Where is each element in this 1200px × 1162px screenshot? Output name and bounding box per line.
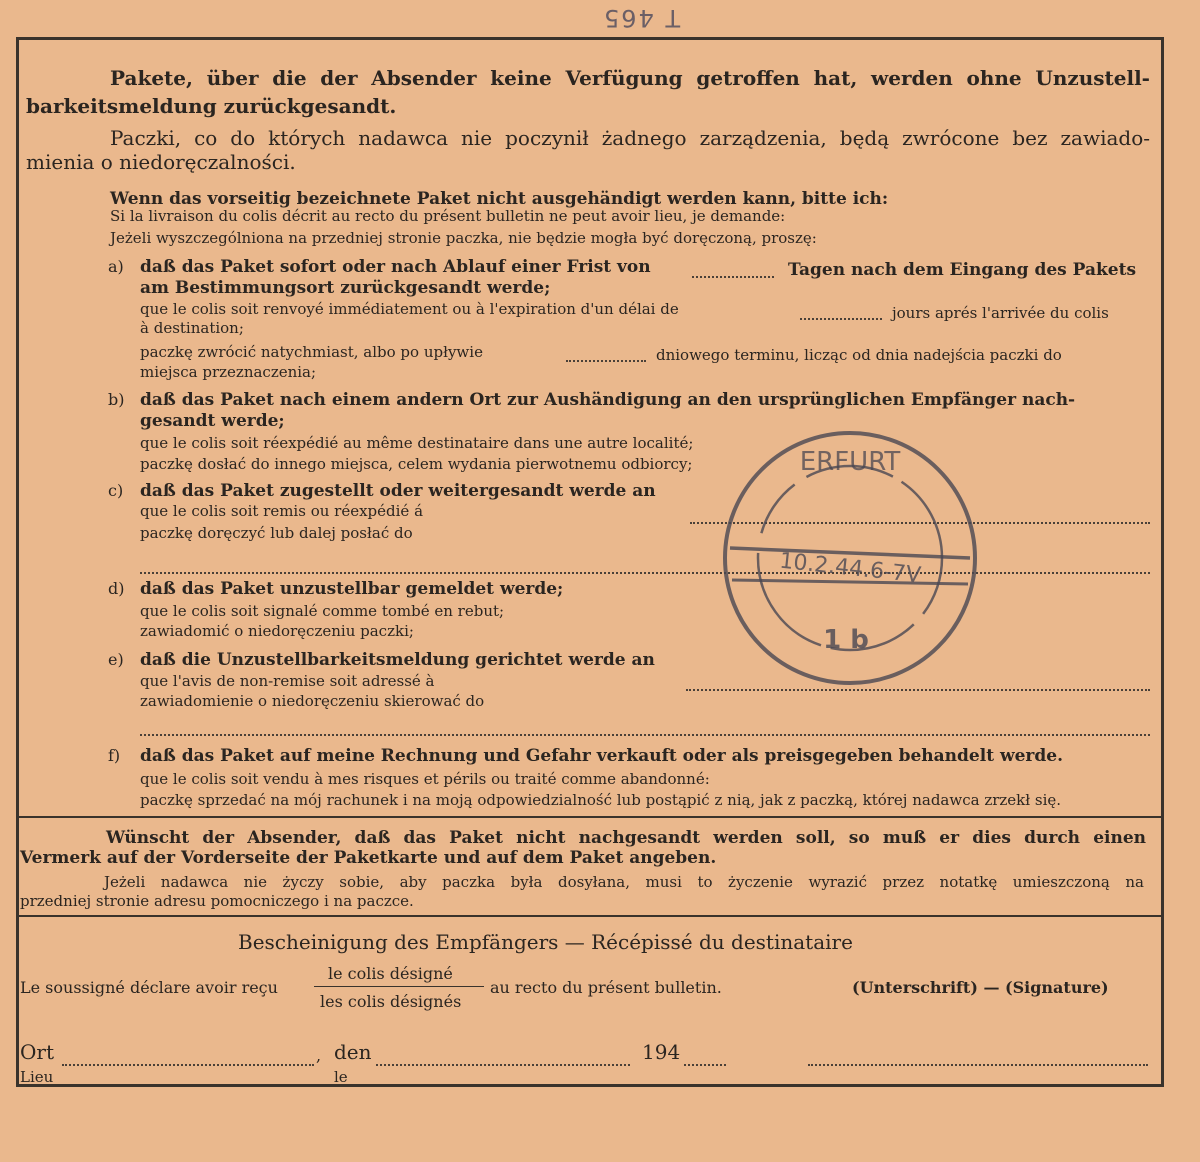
option-b-de-2: gesandt werde; <box>140 411 285 431</box>
option-e-de: daß die Unzustellbarkeitsmeldung gerichtet werde an <box>140 650 655 670</box>
option-b-pl: paczkę dosłać do innego miejsca, celem wydania pierwotnemu odbiorcy; <box>140 455 693 473</box>
option-d-letter: d) <box>108 579 125 598</box>
option-c-letter: c) <box>108 481 124 500</box>
option-e-pl: zawiadomienie o niedoręczeniu skierować do <box>140 692 485 710</box>
receipt-year-prefix: 194 <box>642 1040 681 1064</box>
receipt-title: Bescheinigung des Empfängers — Récépissé du destinataire <box>238 930 853 954</box>
option-f-fr: que le colis soit vendu à mes risques et périls ou traité comme abandonné: <box>140 770 710 788</box>
option-e-address-line-2[interactable] <box>140 734 1150 736</box>
option-a-pl-days-field[interactable] <box>566 360 646 362</box>
instructions-intro-pl: Jeżeli wyszczególniona na przedniej stronie paczka, nie będzie mogła być doręczoną, proszę: <box>110 229 817 247</box>
receipt-comma: , <box>316 1046 322 1065</box>
notice-de-line1: Pakete, über die der Absender keine Verfügung getroffen hat, werden ohne Unzustell- <box>110 66 1150 90</box>
receipt-signature-label: (Unterschrift) — (Signature) <box>852 978 1109 997</box>
postmark-stamp <box>722 430 978 686</box>
receipt-recto: au recto du présent bulletin. <box>490 978 722 997</box>
option-e-fr: que l'avis de non-remise soit adressé à <box>140 672 435 690</box>
option-a-letter: a) <box>108 257 124 276</box>
receipt-le-label: le <box>334 1068 348 1086</box>
option-a-fr-days-field[interactable] <box>800 318 882 320</box>
option-a-de-1b: Tagen nach dem Eingang des Pakets <box>788 260 1137 280</box>
option-a-fr-2: à destination; <box>140 319 244 337</box>
postmark-code: 1 b <box>823 625 869 655</box>
section-divider-1 <box>18 816 1162 818</box>
sender-notice-de-2: Vermerk auf der Vorderseite der Paketkarte und auf dem Paket angeben. <box>20 848 717 868</box>
option-b-fr: que le colis soit réexpédié au même destinataire dans une autre localité; <box>140 434 694 452</box>
receipt-frac-bottom: les colis désignés <box>320 992 462 1011</box>
notice-de-line2: barkeitsmeldung zurückgesandt. <box>26 94 397 118</box>
option-b-de-1: daß das Paket nach einem andern Ort zur Aushändigung an den ursprünglichen Empfänger nach- <box>140 390 1076 410</box>
option-c-pl: paczkę doręczyć lub dalej posłać do <box>140 524 413 542</box>
receipt-declare: Le soussigné déclare avoir reçu <box>20 978 278 997</box>
option-d-de: daß das Paket unzustellbar gemeldet werde; <box>140 579 564 599</box>
postmark-place: ERFURT <box>799 447 901 477</box>
sender-notice-pl-2: przedniej stronie adresu pomocniczego i na paczce. <box>20 892 414 910</box>
option-b-letter: b) <box>108 390 125 409</box>
notice-pl-line2: mienia o niedoręczalności. <box>26 150 296 174</box>
option-a-days-field[interactable] <box>692 276 774 278</box>
option-a-pl-1b: dniowego terminu, licząc od dnia nadejścia paczki do <box>656 346 1062 364</box>
option-a-fr-1: que le colis soit renvoyé immédiatement ou à l'expiration d'un délai de <box>140 300 679 318</box>
option-e-letter: e) <box>108 650 124 669</box>
option-e-address-line-1[interactable] <box>686 689 1150 691</box>
receipt-place-field[interactable] <box>62 1064 314 1066</box>
sender-notice-pl-1: Jeżeli nadawca nie życzy sobie, aby paczka była dosyłana, musi to życzenie wyrazić przez notatkę umieszczoną na <box>104 873 1144 891</box>
postmark-date: 10.2.44.6-7V <box>778 548 923 589</box>
instructions-intro-de: Wenn das vorseitig bezeichnete Paket nicht ausgehändigt werden kann, bitte ich: <box>110 189 889 209</box>
handwritten-mark: T 465 <box>602 4 681 32</box>
receipt-year-field[interactable] <box>684 1064 726 1066</box>
receipt-fraction-bar <box>314 986 484 987</box>
option-a-de-2: am Bestimmungsort zurückgesandt werde; <box>140 278 551 298</box>
section-divider-2 <box>18 915 1162 917</box>
option-c-fr: que le colis soit remis ou réexpédié á <box>140 502 424 520</box>
receipt-signature-field[interactable] <box>808 1064 1148 1066</box>
option-a-pl-1: paczkę zwrócić natychmiast, albo po upływie <box>140 343 483 361</box>
option-c-address-line-2[interactable] <box>140 572 1150 574</box>
option-f-de: daß das Paket auf meine Rechnung und Gefahr verkauft oder als preisgegeben behandelt werde. <box>140 746 1063 766</box>
option-a-fr-1b: jours aprés l'arrivée du colis <box>892 304 1109 322</box>
notice-pl-line1: Paczki, co do których nadawca nie poczynił żadnego zarządzenia, będą zwrócone bez zawiado- <box>110 126 1150 150</box>
option-d-fr: que le colis soit signalé comme tombé en rebut; <box>140 602 505 620</box>
sender-notice-de-1: Wünscht der Absender, daß das Paket nicht nachgesandt werden soll, so muß er dies durch einen <box>106 828 1146 848</box>
receipt-date-field[interactable] <box>376 1064 630 1066</box>
receipt-lieu-label: Lieu <box>20 1068 54 1086</box>
option-f-pl: paczkę sprzedać na mój rachunek i na moją odpowiedzialność lub postąpić z nią, jak z paczką, której nadawca zrzekł się. <box>140 791 1062 809</box>
option-a-de-1: daß das Paket sofort oder nach Ablauf einer Frist von <box>140 257 651 277</box>
receipt-frac-top: le colis désigné <box>328 964 453 983</box>
option-c-de: daß das Paket zugestellt oder weitergesandt werde an <box>140 481 656 501</box>
option-d-pl: zawiadomić o niedoręczeniu paczki; <box>140 622 414 640</box>
receipt-ort-label: Ort <box>20 1040 54 1064</box>
option-f-letter: f) <box>108 746 121 765</box>
instructions-intro-fr: Si la livraison du colis décrit au recto du présent bulletin ne peut avoir lieu, je demande: <box>110 207 786 225</box>
receipt-den-label: den <box>334 1040 372 1064</box>
option-a-pl-2: miejsca przeznaczenia; <box>140 363 317 381</box>
